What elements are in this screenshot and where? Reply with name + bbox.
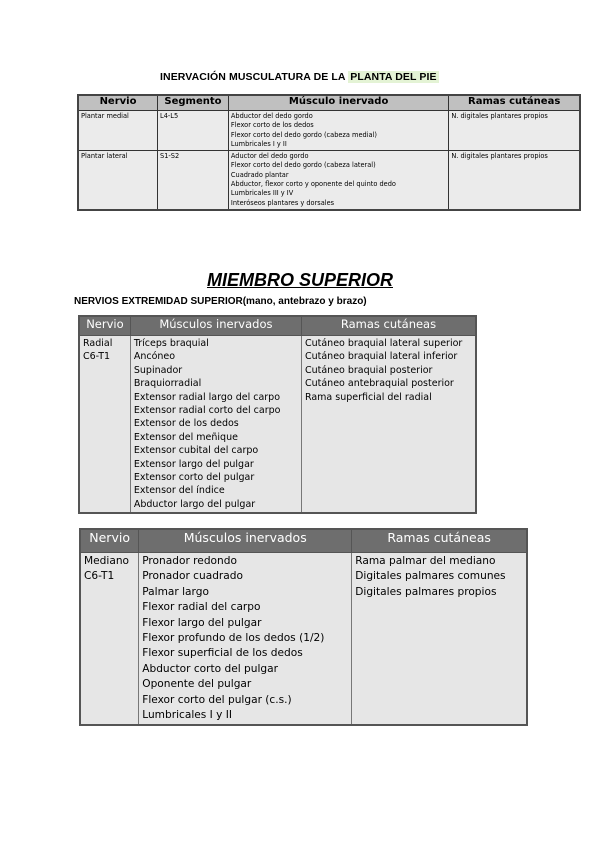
nerve-segment: C6-T1 — [84, 570, 115, 583]
list-item: Lumbricales I y II — [142, 709, 233, 722]
list-item: Supinador — [133, 364, 183, 376]
foot-innervation-table — [77, 94, 581, 211]
list-item: Lumbricales III y IV — [230, 189, 294, 198]
section-subheading: NERVIOS EXTREMIDAD SUPERIOR(mano, antebrazo y brazo) — [74, 296, 367, 307]
branches-cell: N. digitales plantares propios — [449, 111, 580, 151]
list-item: Cutáneo antebraquial posterior — [304, 378, 454, 390]
radial-nerve-table — [78, 315, 477, 514]
table-row — [80, 553, 527, 726]
branches-cell — [301, 336, 476, 514]
header-nervio: Nervio — [78, 95, 158, 111]
list-item: Tríceps braquial — [133, 338, 209, 349]
table-row — [78, 151, 580, 210]
header-musculo: Músculo inervado — [228, 95, 448, 111]
header-nervio: Nervio — [80, 529, 139, 553]
list-item: Cutáneo braquial lateral inferior — [304, 351, 458, 363]
list-item: Flexor corto de los dedos — [230, 121, 314, 130]
segment-cell: L4-L5 — [158, 111, 229, 151]
nerve-cell — [79, 336, 130, 514]
list-item: Extensor largo del pulgar — [133, 458, 254, 470]
list-item: Abductor largo del pulgar — [133, 498, 256, 510]
list-item: Extensor radial largo del carpo — [133, 391, 281, 403]
list-item: Rama superficial del radial — [304, 391, 432, 403]
list-item: Abductor, flexor corto y oponente del quinto dedo — [230, 180, 396, 189]
nerve-segment: C6-T1 — [83, 351, 111, 363]
list-item: Abductor del dedo gordo — [230, 112, 313, 120]
list-item: Aductor del dedo gordo — [230, 152, 309, 161]
table-row — [78, 111, 580, 151]
list-item: Cutáneo braquial posterior — [304, 364, 433, 376]
header-nervio: Nervio — [79, 316, 130, 336]
list-item: Pronador cuadrado — [142, 570, 243, 583]
list-item: Interóseos plantares y dorsales — [230, 198, 335, 207]
list-item: Ancóneo — [133, 351, 176, 363]
list-item: Flexor corto del dedo gordo (cabeza lateral) — [230, 161, 376, 170]
list-item: Extensor corto del pulgar — [133, 472, 255, 484]
header-musculos: Músculos inervados — [139, 529, 352, 553]
header-ramas: Ramas cutáneas — [352, 529, 527, 553]
nerve-name: Radial — [83, 338, 113, 349]
list-item: Flexor superficial de los dedos — [142, 647, 303, 660]
header-musculos: Músculos inervados — [130, 316, 301, 336]
list-item: Flexor largo del pulgar — [142, 616, 262, 629]
list-item: Lumbricales I y II — [230, 139, 287, 148]
list-item: Cuadrado plantar — [230, 170, 289, 179]
list-item: Abductor corto del pulgar — [142, 662, 278, 675]
list-item: Cutáneo braquial lateral superior — [304, 338, 463, 349]
foot-title-prefix: INERVACIÓN MUSCULATURA DE LA — [160, 71, 349, 83]
list-item: Flexor profundo de los dedos (1/2) — [142, 632, 325, 645]
list-item: Flexor radial del carpo — [142, 601, 261, 614]
muscles-cell — [228, 151, 448, 210]
foot-title-highlight: PLANTA DEL PIE — [350, 71, 437, 83]
table-header-row — [80, 529, 527, 553]
header-segmento: Segmento — [158, 95, 229, 111]
median-nerve-table — [79, 528, 528, 726]
table-row — [79, 336, 476, 514]
nerve-cell: Plantar lateral — [78, 151, 158, 210]
list-item: Braquiorradial — [133, 378, 202, 390]
list-item: Extensor radial corto del carpo — [133, 405, 281, 417]
list-item: Palmar largo — [142, 585, 209, 598]
header-ramas: Ramas cutáneas — [449, 95, 580, 111]
list-item: Rama palmar del mediano — [355, 555, 496, 567]
nerve-cell: Plantar medial — [78, 111, 158, 151]
muscles-cell — [130, 336, 301, 514]
list-item: Pronador redondo — [142, 555, 237, 567]
list-item: Extensor de los dedos — [133, 418, 239, 430]
muscles-cell — [228, 111, 448, 151]
list-item: Flexor corto del pulgar (c.s.) — [142, 693, 292, 706]
section-heading: MIEMBRO SUPERIOR — [206, 270, 393, 290]
list-item: Digitales palmares comunes — [355, 570, 506, 583]
segment-cell: S1-S2 — [158, 151, 229, 210]
list-item: Oponente del pulgar — [142, 678, 252, 691]
list-item: Flexor corto del dedo gordo (cabeza medial) — [230, 130, 377, 139]
nerve-name: Mediano — [84, 555, 130, 567]
header-ramas: Ramas cutáneas — [301, 316, 476, 336]
table-header-row — [78, 95, 580, 111]
branches-cell — [352, 553, 527, 726]
branches-cell: N. digitales plantares propios — [449, 151, 580, 210]
list-item: Extensor cubital del carpo — [133, 445, 259, 457]
nerve-cell — [80, 553, 139, 726]
muscles-cell — [139, 553, 352, 726]
list-item: Extensor del meñique — [133, 431, 238, 443]
foot-table-title — [160, 71, 439, 83]
table-header-row — [79, 316, 476, 336]
list-item: Extensor del índice — [133, 485, 225, 497]
list-item: Digitales palmares propios — [355, 585, 497, 598]
